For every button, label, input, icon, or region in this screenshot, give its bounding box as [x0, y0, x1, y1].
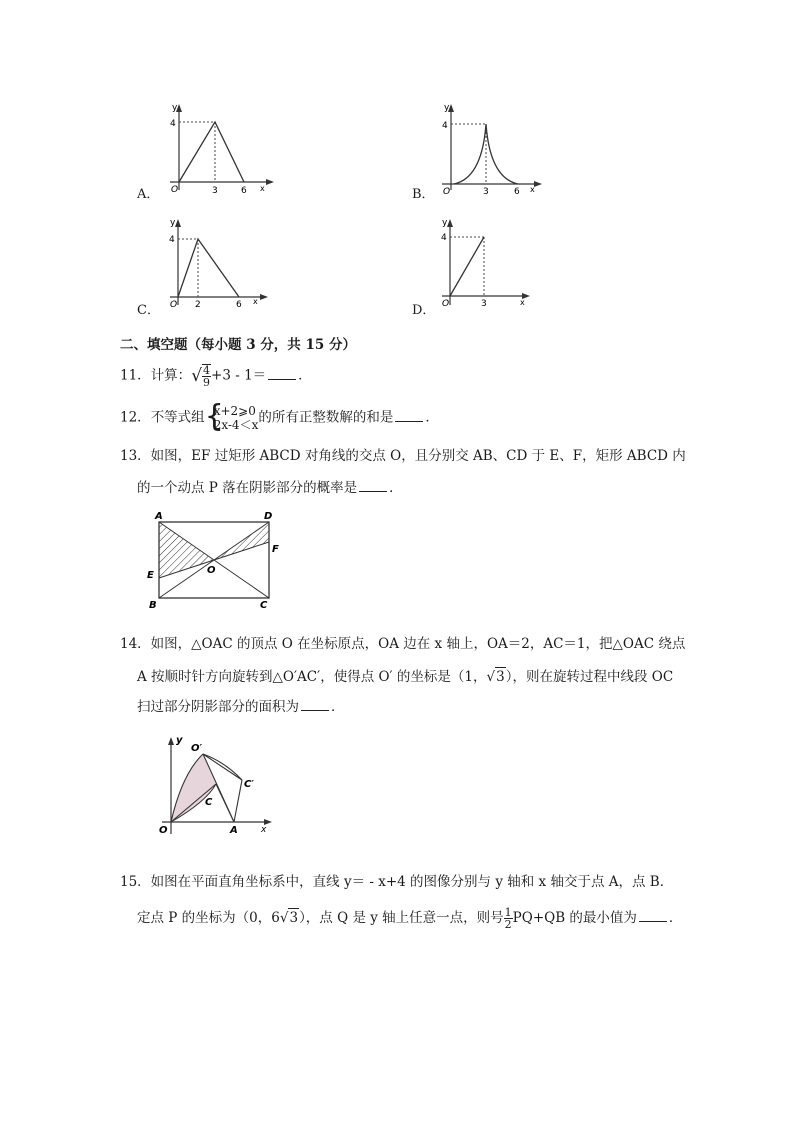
q11-suffix: +3 - 1＝ [211, 367, 267, 384]
point-e-label: E [147, 570, 154, 581]
option-b-label: B． [412, 187, 435, 202]
x-tick-2: 2 [195, 300, 201, 310]
radical-icon: √ [486, 669, 496, 685]
question-13-line-1: 13．如图，EF 过矩形 ABCD 对角线的交点 O，且分别交 AB、CD 于 E、F，矩形 ABCD 内 [120, 448, 686, 464]
section-2-title: 二、填空题（每小题 3 分，共 15 分） [120, 337, 356, 353]
x-tick-6: 6 [236, 300, 242, 310]
graph-line [179, 122, 244, 182]
q14-end: ． [331, 699, 345, 715]
q14-line2b: ），则在旋转过程中线段 OC [505, 669, 674, 685]
radical-icon: √ [191, 366, 203, 386]
x-tick-6: 6 [514, 187, 520, 195]
x-label: x [261, 825, 267, 835]
point-a-label: A [230, 825, 238, 836]
shaded-region [171, 754, 216, 822]
question-14-line-2 [137, 667, 673, 686]
question-15-line-2 [137, 907, 682, 930]
q12-suffix: 的所有正整数解的和是 [258, 409, 394, 426]
x-arrow-icon [534, 181, 542, 187]
x-tick-3: 3 [481, 299, 487, 309]
y-tick-4: 4 [170, 119, 176, 129]
point-b-label: B [149, 600, 157, 611]
question-11 [120, 364, 312, 388]
x-arrow-icon [266, 179, 274, 185]
q15-line2b: ），点 Q 是 y 轴上任意一点，则号 [299, 910, 504, 926]
q15-end: ． [668, 910, 683, 926]
q14-answer-blank[interactable] [301, 698, 329, 711]
y-arrow-icon [168, 737, 174, 745]
point-o-label: O [207, 565, 216, 576]
y-label: y [170, 218, 176, 228]
q12-answer-blank[interactable] [395, 409, 423, 422]
point-o-label: O [159, 825, 168, 836]
origin-label: O [443, 187, 451, 195]
y-label: y [176, 735, 183, 746]
question-14-line-1: 14．如图，△OAC 的顶点 O 在坐标原点，OA 边在 x 轴上，OA＝2，AC＝1，把△OAC 绕点 [120, 636, 686, 652]
x-arrow-icon [260, 294, 268, 300]
origin-label: O [171, 185, 179, 195]
q12-prefix: 不等式组 [150, 409, 205, 426]
radical-icon: √ [279, 910, 289, 926]
y-label: y [172, 103, 178, 113]
point-c-label: C [205, 797, 213, 808]
q15-fraction [504, 907, 513, 930]
point-f-label: F [272, 544, 279, 555]
option-c-graph [160, 215, 280, 310]
q12-inequality-system [204, 399, 259, 434]
x-label: x [253, 297, 258, 306]
origin-label: O [442, 299, 450, 309]
y-tick-4: 4 [169, 235, 175, 245]
q11-prefix: 计算： [150, 367, 192, 384]
question-15-line-1: 15．如图在平面直角坐标系中，直线 y＝ - x+4 的图像分别与 y 轴和 x 轴交于点 A，点 B． [120, 874, 674, 890]
point-o-prime-label: O′ [191, 743, 203, 754]
y-arrow-icon [175, 219, 181, 227]
option-d-graph [432, 215, 542, 310]
q12-end: ． [425, 409, 439, 426]
x-tick-6: 6 [241, 186, 247, 195]
y-arrow-icon [447, 219, 453, 227]
x-label: x [530, 185, 535, 194]
q15-frac-den: 2 [504, 918, 512, 931]
q13-answer-blank[interactable] [359, 479, 387, 492]
q14-line3-text: 扫过部分阴影部分的面积为 [137, 699, 299, 715]
q13-end: ． [389, 480, 403, 496]
q11-number: 11． [120, 367, 151, 384]
option-b-graph [432, 100, 552, 195]
point-c-label: C [260, 600, 268, 611]
point-d-label: D [264, 511, 273, 522]
q15-line2c: PQ+QB 的最小值为 [512, 910, 637, 926]
q15-line2a: 定点 P 的坐标为（0，6 [137, 910, 280, 926]
graph-line [178, 239, 239, 297]
q13-figure [143, 508, 283, 612]
q13-line2-text: 的一个动点 P 落在阴影部分的概率是 [137, 480, 358, 496]
q11-frac-den: 9 [203, 376, 211, 389]
graph-line [450, 237, 484, 296]
q15-frac-num: 1 [504, 906, 512, 919]
y-label: y [442, 218, 448, 228]
option-d-label: D． [412, 303, 436, 318]
q14-figure [150, 730, 280, 840]
shaded-region-left [159, 522, 214, 578]
option-a-label: A． [137, 187, 160, 202]
q14-line2a: A 按顺时针方向旋转到△O′AC′，使得点 O′ 的坐标是（1， [137, 669, 487, 685]
q14-radicand: 3 [496, 669, 505, 685]
y-tick-4: 4 [442, 121, 448, 131]
x-label: x [520, 298, 525, 307]
q11-sqrt [191, 364, 211, 388]
q12-ineq-1: x+2⩾0 [213, 404, 256, 418]
origin-label: O [170, 300, 178, 310]
x-tick-3: 3 [483, 187, 489, 195]
brace-icon: { [204, 399, 224, 434]
x-tick-3: 3 [212, 186, 218, 195]
question-12 [120, 399, 439, 434]
y-label: y [444, 103, 450, 113]
point-c-prime-label: C′ [244, 779, 254, 790]
point-a-label: A [155, 511, 163, 522]
option-c-label: C． [137, 303, 160, 318]
q15-answer-blank[interactable] [639, 909, 667, 922]
q12-number: 12． [120, 409, 151, 426]
q11-frac-num: 4 [203, 364, 211, 377]
question-14-line-3 [137, 698, 345, 716]
q11-fraction [202, 364, 211, 388]
q11-answer-blank[interactable] [268, 367, 296, 380]
y-tick-4: 4 [441, 233, 447, 243]
x-label: x [260, 184, 265, 193]
q11-end: ． [298, 367, 312, 384]
q12-ineq-2: 2x-4＜x [213, 418, 259, 432]
option-a-graph [160, 100, 280, 195]
question-13-line-2 [137, 479, 403, 497]
q15-radicand: 3 [289, 910, 299, 926]
